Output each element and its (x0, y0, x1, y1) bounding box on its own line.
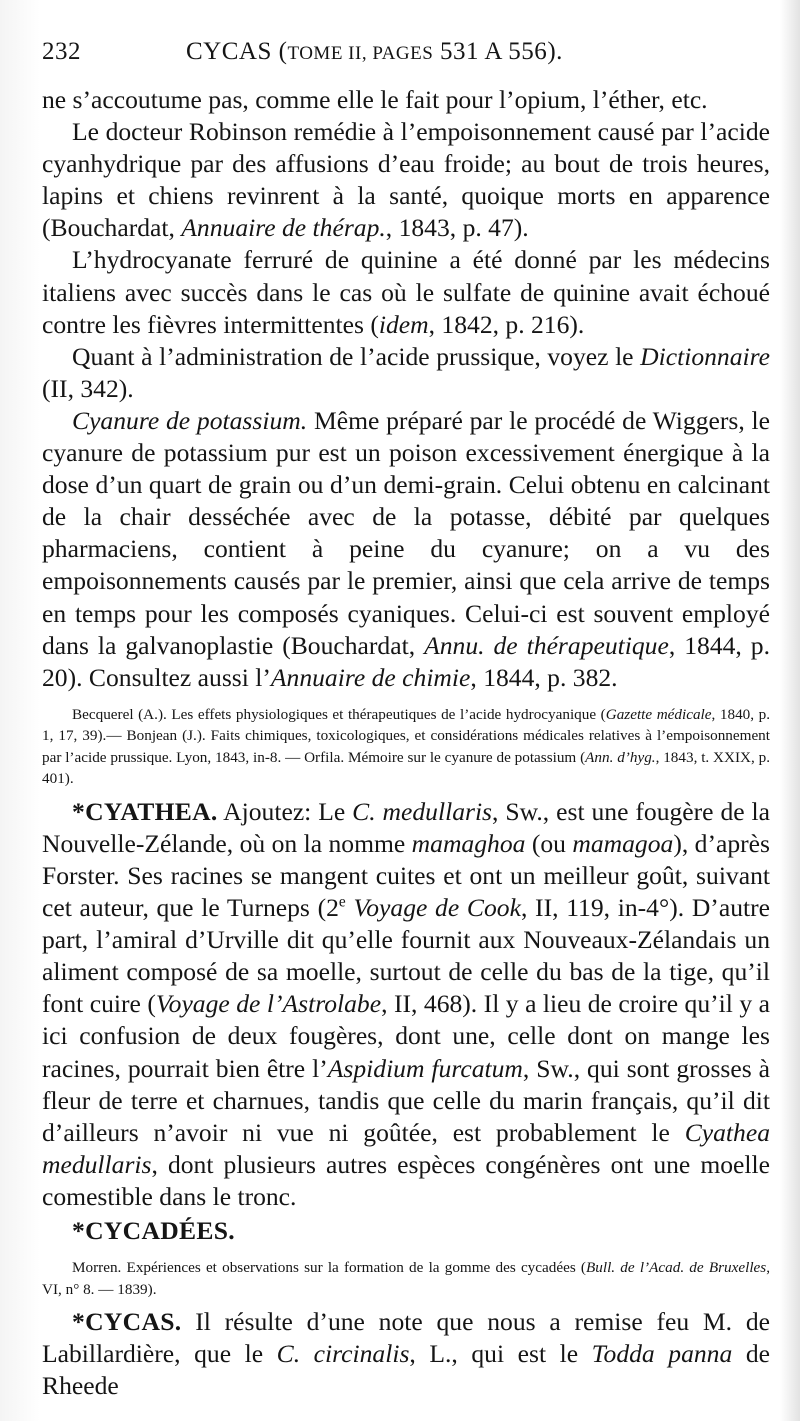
entry-cycas: *CYCAS. Il résulte d’une note que nous a remise feu M. de Labillardière, que le C. circinalis, L., qui est le Todda panna de Rheede (42, 1307, 770, 1401)
page-number: 232 (42, 38, 81, 65)
entry-heading-cycadees: *CYCADÉES. (72, 1216, 235, 1245)
paragraph-continuation: ne s’accoutume pas, comme elle le fait pour l’opium, l’éther, etc. (42, 85, 708, 114)
bibliography-cycadees: Morren. Expériences et observations sur la formation de la gomme des cycadées (Bull. de l’Acad. de Bruxelles, VI, n° 8. — 1839). (42, 1259, 770, 1298)
entry-heading-cycas: *CYCAS. (72, 1307, 182, 1337)
paragraph-cyanure: Cyanure de potassium. Même préparé par le procédé de Wiggers, le cyanure de potassium pur est un poison excessivement énergique à la dose d’un quart de grain ou d’un demi-grain. Celui obtenu en calcinant de la chair desséchée avec de la potasse, débité par quelques pharmaciens, contient à peine du cyanure; on a vu des empoisonnements causés par le premier, ainsi que cela arrive de temps en temps pour les composés cyaniques. Celui-ci est souvent employé dans la galvanoplastie (Bouchardat, Annu. de thérapeutique, 1844, p. 20). Consultez aussi l’Annuaire de chimie, 1844, p. 382. (42, 405, 770, 692)
entry-cyathea: *CYATHEA. Ajoutez: Le C. medullaris, Sw., est une fougère de la Nouvelle-Zélande, où on la nomme mamaghoa (ou mamagoa), d’après Forster. Ses racines se mangent cuites et ont un meilleur goût, suivant cet auteur, que le Turneps (2e Voyage de Cook, II, 119, in-4°). D’autre part, l’amiral d’Urville dit qu’elle fournit aux Nouveaux-Zélandais un aliment composé de sa moelle, surtout de celle du bas de la tige, qu’il font cuire (Voyage de l’Astrolabe, II, 468). Il y a lieu de croire qu’il y a ici confusion de deux fougères, dont une, celle dont on mange les racines, pourrait bien être l’Aspidium furcatum, Sw., qui sont grosses à fleur de terre et charnues, tandis que celle du marin français, qu’il dit d’ailleurs n’avoir ni vue ni goûtée, est probablement le Cyathea medullaris, dont plusieurs autres espèces congénères ont une moelle comestible dans le tronc. (42, 796, 771, 1211)
entry-heading-cyathea: *CYATHEA. (72, 796, 218, 826)
paragraph-prussic-acid: Quant à l’administration de l’acide prussique, voyez le Dictionnaire (II, 342). (42, 341, 770, 403)
bibliography-cyanure: Becquerel (A.). Les effets physiologiques et thérapeutiques de l’acide hydrocyanique (Gazette médicale, 1840, p. 1, 17, 39).— Bonjean (J.). Faits chimiques, toxicologiques, et considérations médicales relatives à l’empoisonnement par l’acide prussique. Lyon, 1843, in-8. — Orfila. Mémoire sur le cyanure de potassium (Ann. d’hyg., 1843, t. XXIX, p. 401). (42, 705, 771, 788)
paragraph-robinson: Le docteur Robinson remédie à l’empoisonnement causé par l’acide cyanhydrique par des affusions d’eau froide; au bout de trois heures, lapins et chiens revinrent à la santé, quoique morts en apparence (Bouchardat, Annuaire de thérap., 1843, p. 47). (42, 117, 770, 243)
running-title: CYCAS (TOME II, PAGES 531 A 556). (186, 38, 563, 65)
entry-cycadees (42, 1215, 770, 1247)
paragraph-hydrocyanate: L’hydrocyanate ferruré de quinine a été donné par les médecins italiens avec succès dans le cas où le sulfate de quinine avait échoué contre les fièvres intermittentes (idem, 1842, p. 216). (42, 245, 770, 339)
page-header (42, 38, 770, 84)
